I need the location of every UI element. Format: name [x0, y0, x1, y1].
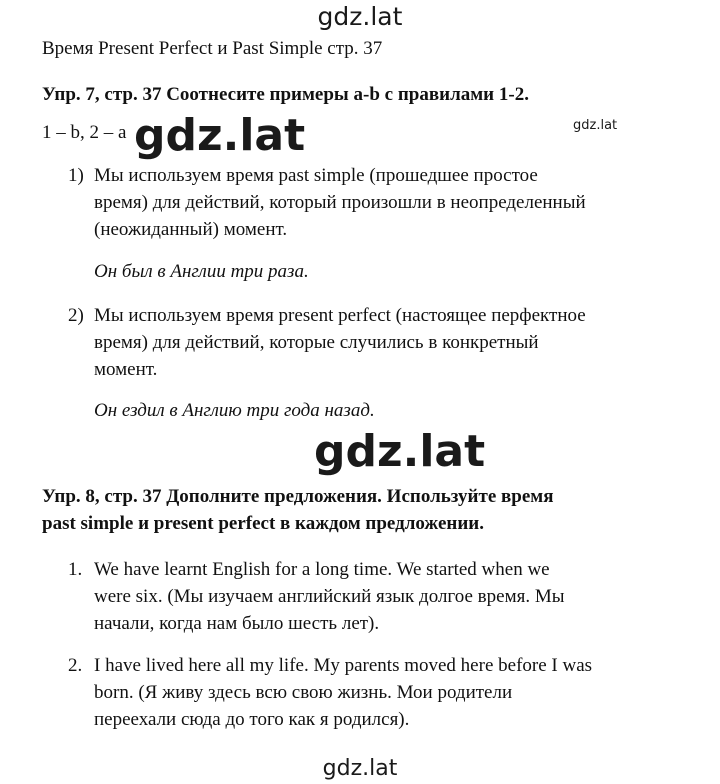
item-2-line: переехали сюда до того как я родился).: [94, 709, 410, 730]
watermark-large-2: gdz.lat: [314, 426, 486, 477]
rule-2-line: время) для действий, которые случились в конкретный: [94, 332, 539, 353]
rule-2-example: Он ездил в Англию три года назад.: [94, 400, 375, 421]
watermark-large-1: gdz.lat: [134, 110, 306, 161]
rule-1-example: Он был в Англии три раза.: [94, 261, 309, 282]
item-2-line: born. (Я живу здесь всю свою жизнь. Мои родители: [94, 682, 513, 703]
watermark-bottom: gdz.lat: [322, 756, 398, 781]
rule-2-number: 2): [68, 305, 84, 326]
watermark-small: gdz.lat: [573, 118, 618, 133]
watermark-top: gdz.lat: [317, 2, 403, 31]
exercise-8-title-line-2: past simple и present perfect в каждом предложении.: [42, 513, 484, 534]
item-2-number: 2.: [68, 655, 83, 676]
item-1-text: [94, 556, 565, 637]
exercise-7-title: Упр. 7, стр. 37 Соотнесите примеры a-b с правилами 1-2.: [42, 84, 529, 105]
rule-1-line: (неожиданный) момент.: [94, 219, 288, 240]
page-subtitle: Время Present Perfect и Past Simple стр. 37: [42, 38, 383, 59]
exercise-7-answer: 1 – b, 2 – a: [42, 122, 127, 143]
item-1-line: начали, когда нам было шесть лет).: [94, 613, 380, 634]
rule-2-line: Мы используем время present perfect (настоящее перфектное: [94, 305, 586, 326]
rule-1-line: время) для действий, который произошли в неопределенный: [94, 192, 586, 213]
item-1-line: We have learnt English for a long time. We started when we: [94, 559, 550, 580]
rule-1-number: 1): [68, 165, 84, 186]
exercise-8-title-line-1: Упр. 8, стр. 37 Дополните предложения. Используйте время: [42, 486, 554, 507]
rule-1-text: [94, 162, 586, 243]
item-2-text: [94, 652, 592, 733]
rule-1-line: Мы используем время past simple (прошедшее простое: [94, 165, 538, 186]
rule-2-line: момент.: [94, 359, 158, 380]
rule-2-text: [94, 302, 586, 383]
item-2-line: I have lived here all my life. My parents moved here before I was: [94, 655, 593, 676]
item-1-number: 1.: [68, 559, 83, 580]
item-1-line: were six. (Мы изучаем английский язык долгое время. Мы: [94, 586, 565, 607]
